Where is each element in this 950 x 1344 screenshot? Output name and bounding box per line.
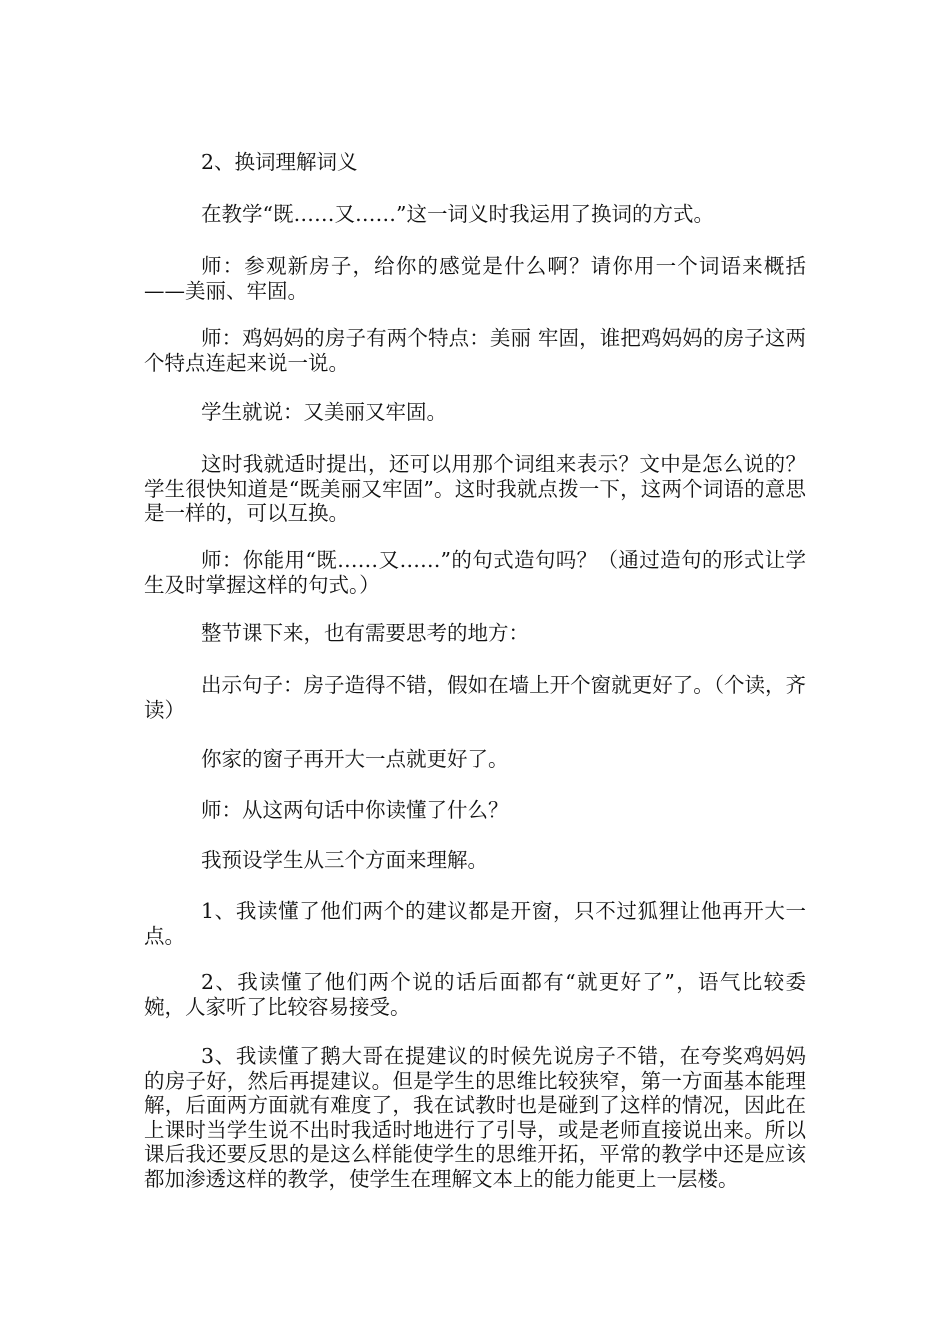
paragraph: 师：你能用“既……又……”的句式造句吗？（通过造句的形式让学生及时掌握这样的句式。） [144, 548, 806, 597]
paragraph: 师：从这两句话中你读懂了什么？ [201, 798, 509, 822]
paragraph: 在教学“既……又……”这一词义时我运用了换词的方式。 [201, 202, 714, 226]
paragraph: 师：鸡妈妈的房子有两个特点：美丽 牢固，谁把鸡妈妈的房子这两个特点连起来说一说。 [144, 326, 806, 375]
paragraph: 出示句子：房子造得不错，假如在墙上开个窗就更好了。（个读，齐读） [144, 673, 806, 722]
section-heading: 2、换词理解词义 [201, 150, 358, 174]
list-item: 1、我读懂了他们两个的建议都是开窗，只不过狐狸让他再开大一点。 [144, 899, 806, 948]
paragraph: 你家的窗子再开大一点就更好了。 [201, 747, 509, 771]
paragraph: 师：参观新房子，给你的感觉是什么啊？请你用一个词语来概括——美丽、牢固。 [144, 254, 806, 303]
paragraph: 学生就说：又美丽又牢固。 [201, 400, 447, 424]
paragraph: 这时我就适时提出，还可以用那个词组来表示？文中是怎么说的？学生很快知道是“既美丽又牢固”。这时我就点拨一下，这两个词语的意思是一样的，可以互换。 [144, 452, 806, 525]
list-item: 2、我读懂了他们两个说的话后面都有“就更好了”，语气比较委婉，人家听了比较容易接受。 [144, 970, 806, 1019]
list-item: 3、我读懂了鹅大哥在提建议的时候先说房子不错，在夸奖鸡妈妈的房子好，然后再提建议。但是学生的思维比较狭窄，第一方面基本能理解，后面两方面就有难度了，我在试教时也是碰到了这样的情况，因此在上课时当学生说不出时我适时地进行了引导，或是老师直接说出来。所以课后我还要反思的是这么样能使学生的思维开拓，平常的教学中还是应该都加渗透这样的教学，使学生在理解文本上的能力能更上一层楼。 [144, 1044, 806, 1191]
paragraph: 整节课下来，也有需要思考的地方： [201, 621, 529, 645]
paragraph: 我预设学生从三个方面来理解。 [201, 848, 488, 872]
